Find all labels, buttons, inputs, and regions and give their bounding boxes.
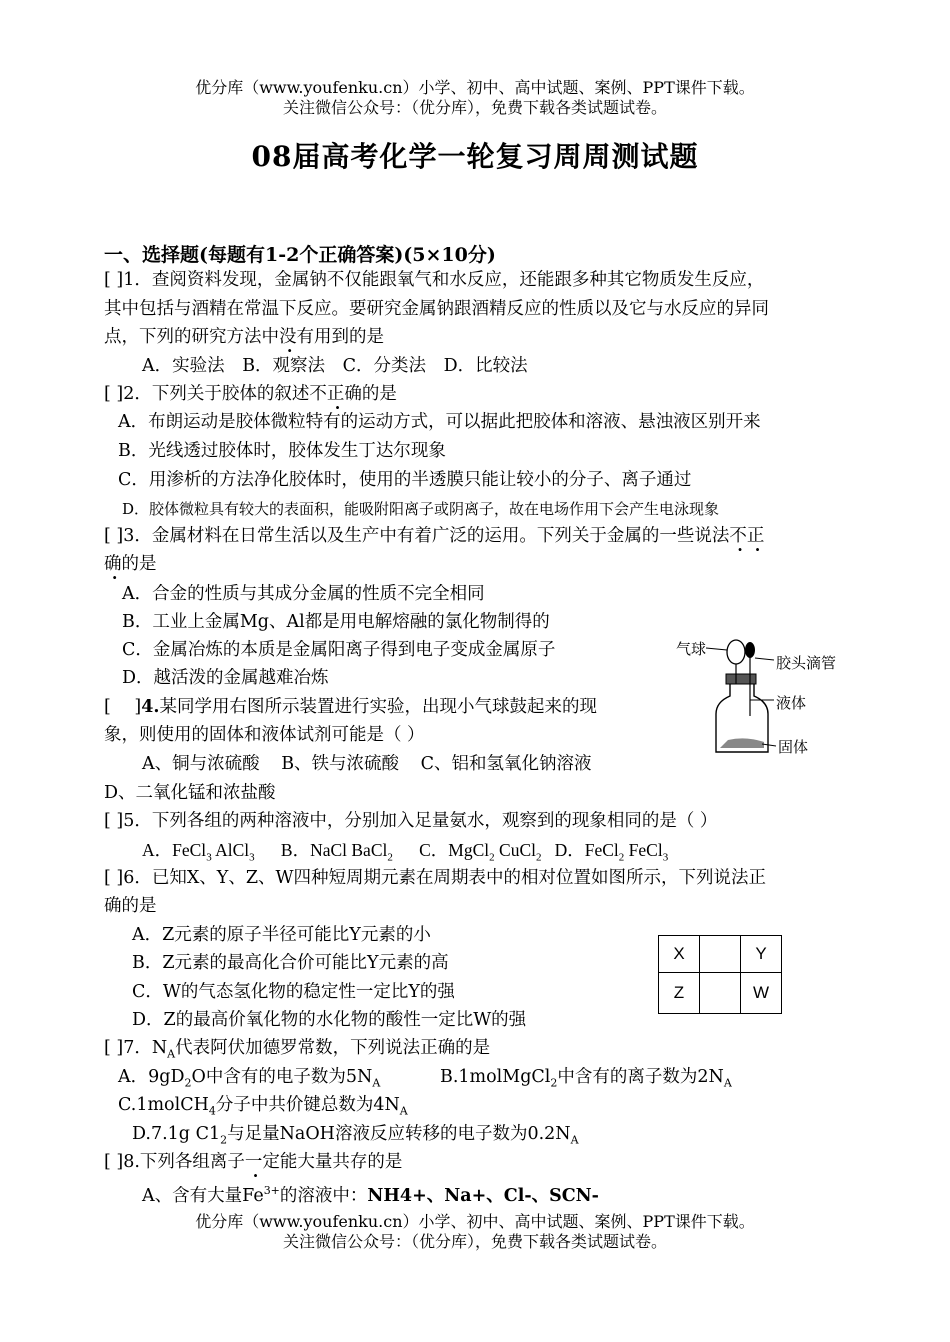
q7-d-sub1: 2: [220, 1133, 228, 1147]
q8-stem: [104, 1150, 402, 1174]
q5-d-text: D．FeCl: [554, 840, 619, 860]
q5-options: [142, 838, 668, 870]
q7-b-text2: 中含有的离子数为2N: [557, 1067, 724, 1087]
q1-line-3a: 点，下列的研究方法中: [104, 327, 279, 347]
q6-option-c: C．W的气态氢化物的稳定性一定比Y的强: [132, 982, 455, 1002]
q6-option-b: B．Z元素的最高化合价可能比Y元素的高: [132, 953, 449, 973]
q4-option-d: D、二氧化锰和浓盐酸: [104, 783, 276, 803]
apparatus-diagram: [676, 636, 866, 762]
q3-line-1a: [ ]3．金属材料在日常生活以及生产中有着广泛的运用。下列关于金属的一些说法: [104, 526, 730, 546]
q8-ion-list: NH4+、Na+、Cl-、SCN-: [367, 1185, 599, 1206]
q8-option-a: [142, 1179, 599, 1208]
cell-empty-1: [700, 936, 741, 973]
q3-emphasis-2: 正: [746, 526, 765, 546]
cell-z: Z: [659, 973, 700, 1014]
q8-a-text2: 的溶液中：: [279, 1185, 368, 1206]
q5-option-d: D．FeCl$_2$ FeCl$_3$: [554, 840, 669, 864]
q2-option-c: C．用渗析的方法净化胶体时，使用的半透膜只能让较小的分子、离子通过: [118, 470, 692, 490]
q5-c-sub1: 2: [489, 851, 495, 864]
q5-option-b: [280, 840, 393, 864]
q5-d-sub1: 2: [618, 851, 625, 864]
q4-bracket: [ ]: [104, 697, 142, 717]
q7-option-d: [132, 1122, 579, 1153]
q7-b-text1: B.1molMgCl: [440, 1067, 551, 1087]
q8-stem-c: 定能大量共存的是: [262, 1152, 403, 1172]
q7-c-text1: C.1molCH: [118, 1095, 209, 1115]
label-solid: 固体: [778, 738, 809, 756]
cell-w: W: [741, 973, 782, 1014]
q1-line-1: [ ]1．查阅资料发现，金属钠不仅能跟氧气和水反应，还能跟多种其它物质发生反应，: [104, 270, 765, 290]
q5-d-sub2: 3: [662, 851, 669, 864]
q7-option-c: [118, 1093, 408, 1124]
q3-emphasis-1: 不: [729, 526, 747, 546]
q3-option-b: B．工业上金属Mg、Al都是用电解熔融的氯化物制得的: [122, 612, 550, 632]
label-balloon: 气球: [676, 640, 707, 658]
q4-line-1c: 某同学用右图所示装置进行实验，出现小气球鼓起来的现: [159, 697, 597, 717]
q5-option-a: A．FeCl$_3$ AlCl$_3$: [142, 840, 255, 864]
q7-a-sub1: 2: [184, 1076, 192, 1090]
q3-option-c: C．金属冶炼的本质是金属阳离子得到电子变成金属原子: [122, 640, 556, 660]
q7-option-b: [440, 1065, 732, 1096]
q6-option-d: D．Z的最高价氧化物的水化物的酸性一定比W的强: [132, 1010, 527, 1030]
q5-c-sub2: 2: [535, 851, 542, 864]
q7-d-sub2: A: [570, 1133, 579, 1147]
q1-emphasis: 没: [279, 327, 297, 347]
q3-emphasis-3: 确: [104, 554, 122, 574]
q5-stem: [ ]5．下列各组的两种溶液中，分别加入足量氨水，观察到的现象相同的是（ ）: [104, 811, 718, 831]
q2-stem-c: 确的是: [344, 384, 397, 404]
q8-emphasis: 一: [244, 1152, 263, 1172]
q3-line-2: [104, 552, 157, 576]
q7-stem-b: 代表阿伏加德罗常数，下列说法正确的是: [175, 1038, 491, 1058]
q3-option-d: D．越活泼的金属越难冶炼: [122, 668, 329, 688]
footer-line-2: 关注微信公众号：（优分库），免费下载各类试题试卷。: [282, 1232, 667, 1251]
q7-option-a: [118, 1065, 380, 1096]
header-line-1: 优分库（www.youfenku.cn）小学、初中、高中试题、案例、PPT课件下载。: [195, 78, 755, 97]
q5-b-text: B．NaCl BaCl: [280, 840, 388, 860]
header-line-2: 关注微信公众号：（优分库），免费下载各类试题试卷。: [282, 98, 667, 117]
q2-option-b: B．光线透过胶体时，胶体发生丁达尔现象: [118, 441, 446, 461]
page-title: 08届高考化学一轮复习周周测试题: [251, 140, 699, 173]
q2-stem-a: [ ]2．下列关于胶体的叙述不: [104, 384, 327, 404]
periodic-table-grid: [658, 935, 782, 1014]
q2-option-d: D．胶体微粒具有较大的表面积，能吸附阳离子或阴离子，故在电场作用下会产生电泳现象: [122, 500, 720, 518]
q7-d-text2: 与足量NaOH溶液反应转移的电子数为0.2N: [227, 1124, 571, 1144]
q7-stem-a: [ ]7．N: [104, 1038, 168, 1058]
q5-option-c: C．MgCl$_2$ CuCl$_2$: [419, 840, 542, 864]
q7-stem: [104, 1036, 490, 1067]
q5-a-text: A．FeCl: [142, 840, 207, 860]
q6-option-a: A．Z元素的原子半径可能比Y元素的小: [132, 925, 431, 945]
q3-line-2b: 的是: [121, 554, 157, 574]
cell-y: Y: [741, 936, 782, 973]
q1-line-3: [104, 325, 384, 349]
q3-option-a: A．合金的性质与其成分金属的性质不完全相同: [122, 584, 485, 604]
q7-d-text1: D.7.1g C1: [132, 1124, 221, 1144]
q2-emphasis: 正: [326, 384, 345, 404]
label-liquid: 液体: [776, 694, 807, 712]
q7-b-sub2: A: [723, 1076, 732, 1090]
q6-line-1: [ ]6．已知X、Y、Z、W四种短周期元素在周期表中的相对位置如图所示，下列说法正: [104, 868, 767, 888]
q5-c-text: C．MgCl: [419, 840, 490, 860]
label-dropper: 胶头滴管: [776, 654, 837, 672]
q4-number: 4.: [141, 697, 160, 717]
q6-line-2: 确的是: [104, 896, 157, 916]
q5-b-sub: 2: [387, 851, 393, 864]
q5-a-sub1: 3: [206, 851, 212, 864]
q5-a-sub2: 3: [249, 851, 255, 864]
q8-stem-a: [ ]8.下列各组离子: [104, 1152, 245, 1172]
cell-x: X: [659, 936, 700, 973]
q7-c-sub2: A: [399, 1104, 408, 1118]
q7-c-text2: 分子中共价键总数为4N: [215, 1095, 400, 1115]
footer-line-1: 优分库（www.youfenku.cn）小学、初中、高中试题、案例、PPT课件下载。: [195, 1212, 755, 1231]
q4-line-2: 象，则使用的固体和液体试剂可能是（ ）: [104, 725, 425, 745]
q3-line-1: [104, 524, 764, 548]
section-heading: 一、选择题(每题有1-2个正确答案)(5×10分): [104, 244, 496, 266]
q7-b-sub1: 2: [550, 1076, 558, 1090]
q2-option-a: A．布朗运动是胶体微粒特有的运动方式，可以据此把胶体和溶液、悬浊液区别开来: [118, 412, 761, 432]
q7-stem-sub: A: [167, 1047, 176, 1061]
q7-a-text2: O中含有的电子数为5N: [191, 1067, 373, 1087]
q7-a-sub2: A: [372, 1076, 381, 1090]
q2-stem: [104, 382, 397, 406]
q8-a-text1: A、含有大量Fe: [142, 1185, 264, 1206]
q7-a-text1: A．9gD: [118, 1067, 185, 1087]
q8-a-sup: 3+: [263, 1184, 280, 1197]
q1-options: A．实验法 B．观察法 C．分类法 D．比较法: [142, 356, 528, 376]
q1-line-2: 其中包括与酒精在常温下反应。要研究金属钠跟酒精反应的性质以及它与水反应的异同: [104, 299, 769, 319]
cell-empty-2: [700, 973, 741, 1014]
q1-line-3c: 有用到的是: [296, 327, 384, 347]
q4-options-abc: A、铜与浓硫酸 B、铁与浓硫酸 C、铝和氢氧化钠溶液: [142, 754, 592, 774]
q7-c-sub1: 4: [208, 1104, 216, 1118]
q4-line-1: [104, 695, 597, 719]
